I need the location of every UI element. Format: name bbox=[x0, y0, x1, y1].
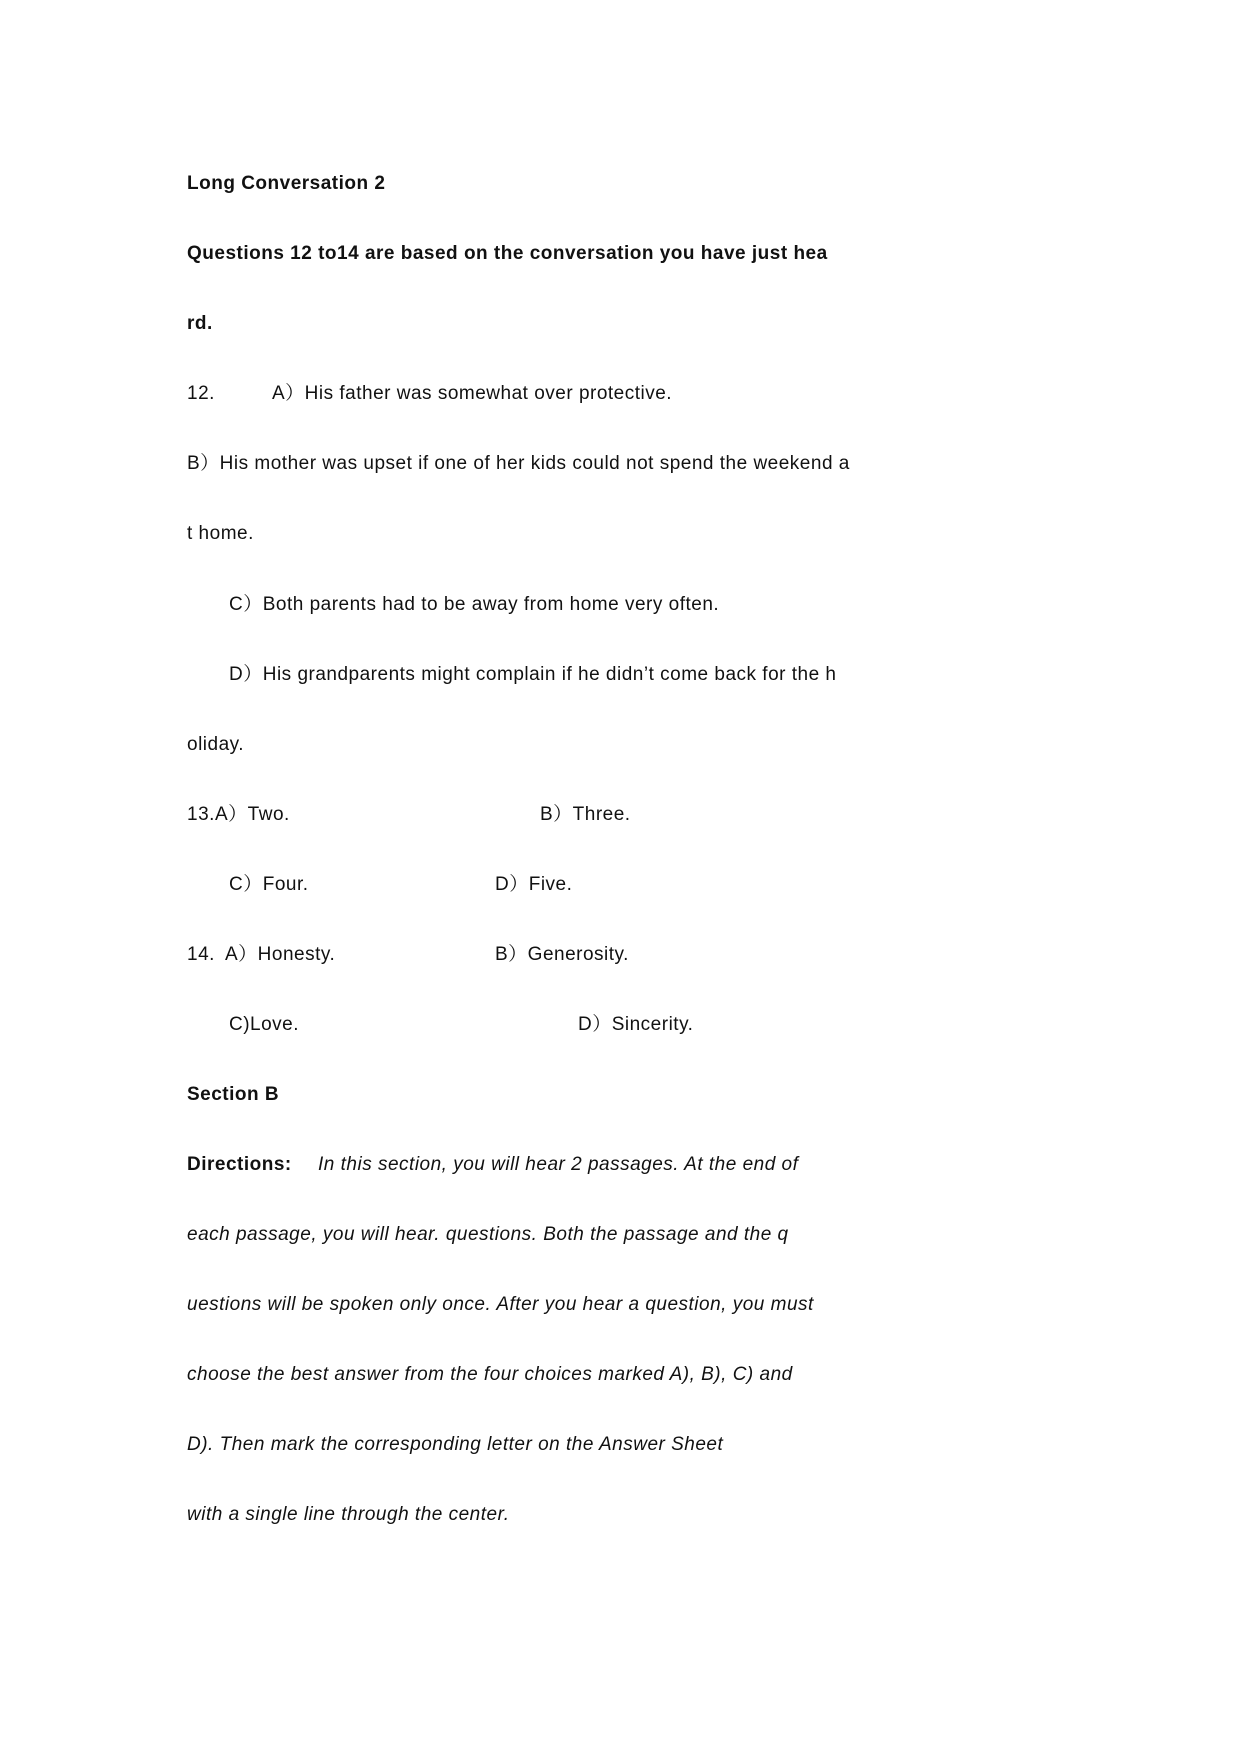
directions-line4: choose the best answer from the four choices marked A), B), C) and bbox=[187, 1364, 793, 1385]
directions-line3: uestions will be spoken only once. After you hear a question, you must bbox=[187, 1294, 814, 1315]
directions-line5: D). Then mark the corresponding letter on the Answer Sheet bbox=[187, 1434, 724, 1455]
q14-option-b: B）Generosity. bbox=[495, 944, 629, 965]
q13-option-a: A）Two. bbox=[215, 804, 290, 825]
question-intro-line2: rd. bbox=[187, 313, 213, 334]
q12-number: 12. bbox=[187, 383, 215, 404]
directions-line2: each passage, you will hear. questions. Both the passage and the q bbox=[187, 1224, 789, 1245]
section-b-heading: Section B bbox=[187, 1084, 280, 1105]
q14-option-d: D）Sincerity. bbox=[578, 1014, 694, 1035]
q13-number: 13. bbox=[187, 804, 215, 825]
q12-option-d-line1: D）His grandparents might complain if he didn’t come back for the h bbox=[229, 664, 837, 685]
section-heading: Long Conversation 2 bbox=[187, 173, 386, 194]
q13-option-c: C）Four. bbox=[229, 874, 309, 895]
directions-label: Directions: bbox=[187, 1154, 292, 1175]
q14-number: 14. bbox=[187, 944, 215, 965]
q12-option-c: C）Both parents had to be away from home very often. bbox=[229, 594, 720, 615]
q13-option-b: B）Three. bbox=[540, 804, 631, 825]
q12-option-d-line2: oliday. bbox=[187, 734, 245, 755]
q13-option-d: D）Five. bbox=[495, 874, 573, 895]
q12-option-a: A）His father was somewhat over protective. bbox=[272, 383, 673, 404]
q14-option-c: C)Love. bbox=[229, 1014, 300, 1035]
q12-option-b-line2: t home. bbox=[187, 523, 254, 544]
directions-line1: In this section, you will hear 2 passages. At the end of bbox=[318, 1154, 799, 1175]
directions-line6: with a single line through the center. bbox=[187, 1504, 510, 1525]
q12-option-b-line1: B）His mother was upset if one of her kids could not spend the weekend a bbox=[187, 453, 850, 474]
q14-option-a: A）Honesty. bbox=[225, 944, 336, 965]
question-intro-line1: Questions 12 to14 are based on the conversation you have just hea bbox=[187, 243, 828, 264]
